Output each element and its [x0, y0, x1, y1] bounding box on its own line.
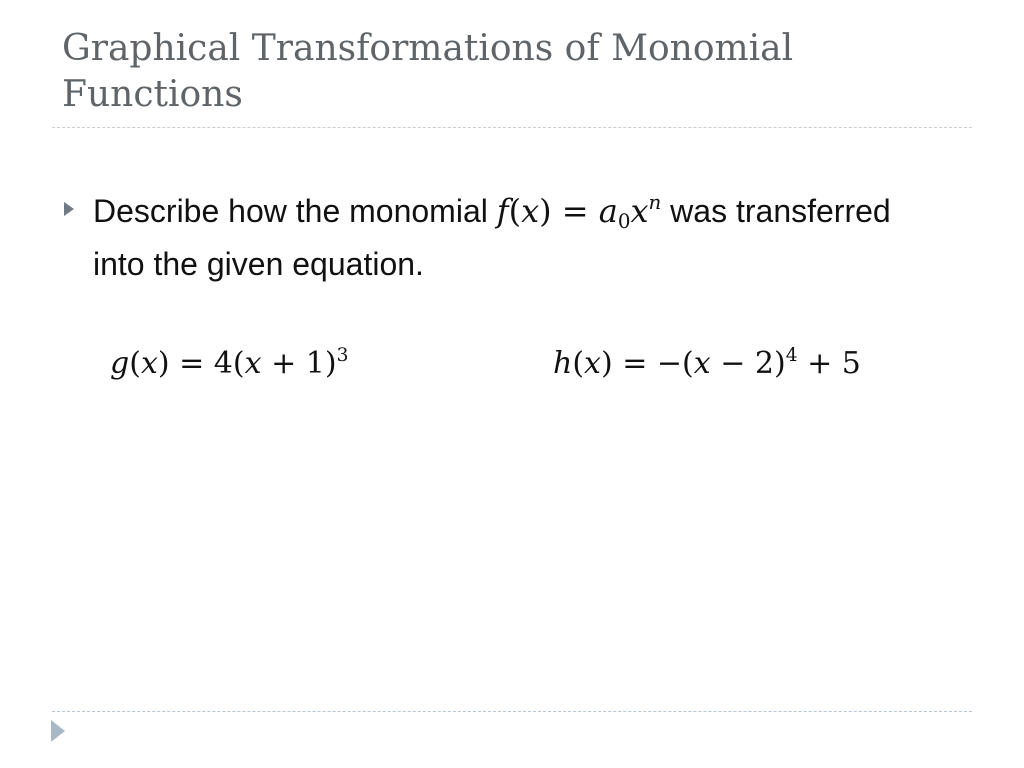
- eq-g-space: [262, 346, 272, 381]
- formula-superscript: n: [648, 191, 662, 215]
- eq-h-name: h: [553, 346, 573, 381]
- eq-h-paren: (: [572, 346, 585, 381]
- bullet-text-before: Describe how the monomial: [93, 193, 497, 229]
- formula-paren-close: ): [539, 192, 552, 230]
- bullet-text-after: was transferred into the given equation.: [93, 193, 891, 282]
- triangle-right-icon: [64, 202, 74, 216]
- formula-f: f: [496, 192, 509, 230]
- eq-h-outer-const: 5: [841, 346, 861, 381]
- eq-g-paren: (: [129, 346, 141, 381]
- formula-subscript: 0: [617, 209, 631, 233]
- slide-title: Graphical Transformations of Monomial Functions: [62, 28, 794, 115]
- eq-h-exponent: 4: [785, 344, 798, 366]
- eq-g-inner-op: +: [271, 346, 297, 381]
- eq-g-inner-var: x: [244, 346, 262, 381]
- eq-h-space: [832, 346, 842, 381]
- eq-g-paren: (: [232, 346, 245, 381]
- footer-divider: [52, 711, 972, 712]
- eq-g-space: [296, 346, 306, 381]
- title-divider: [52, 127, 972, 128]
- eq-h-outer-op: +: [807, 346, 833, 381]
- formula-a: a: [598, 192, 618, 230]
- eq-h-space: [798, 346, 808, 381]
- eq-g-name: g: [110, 346, 130, 381]
- eq-h-inner-var: x: [693, 346, 711, 381]
- formula-paren-open: (: [508, 192, 522, 230]
- eq-g-var: x: [140, 346, 158, 381]
- eq-h-sign: −: [656, 346, 683, 381]
- eq-h-inner-op: −: [720, 346, 746, 381]
- eq-g-paren: ) =: [157, 346, 214, 381]
- equation-g: [110, 344, 348, 384]
- equation-h: [553, 344, 861, 384]
- eq-g-inner-const: 1: [305, 346, 325, 381]
- eq-h-space: [711, 346, 721, 381]
- eq-g-exponent: 3: [336, 344, 349, 366]
- triangle-right-icon: [51, 720, 65, 742]
- formula-equals: =: [551, 192, 599, 230]
- eq-h-inner-const: 2: [754, 346, 774, 381]
- bullet-text: [93, 190, 913, 286]
- formula-x-power: x: [630, 192, 649, 230]
- eq-g-coef: 4: [213, 346, 233, 381]
- eq-h-space: [745, 346, 755, 381]
- formula-x: x: [521, 192, 540, 230]
- monomial-formula: [496, 191, 662, 233]
- eq-h-var: x: [584, 346, 601, 381]
- eq-h-paren: ): [774, 346, 786, 381]
- eq-g-paren: ): [324, 346, 337, 381]
- eq-h-paren: ) =: [600, 346, 657, 381]
- eq-h-paren: (: [682, 346, 694, 381]
